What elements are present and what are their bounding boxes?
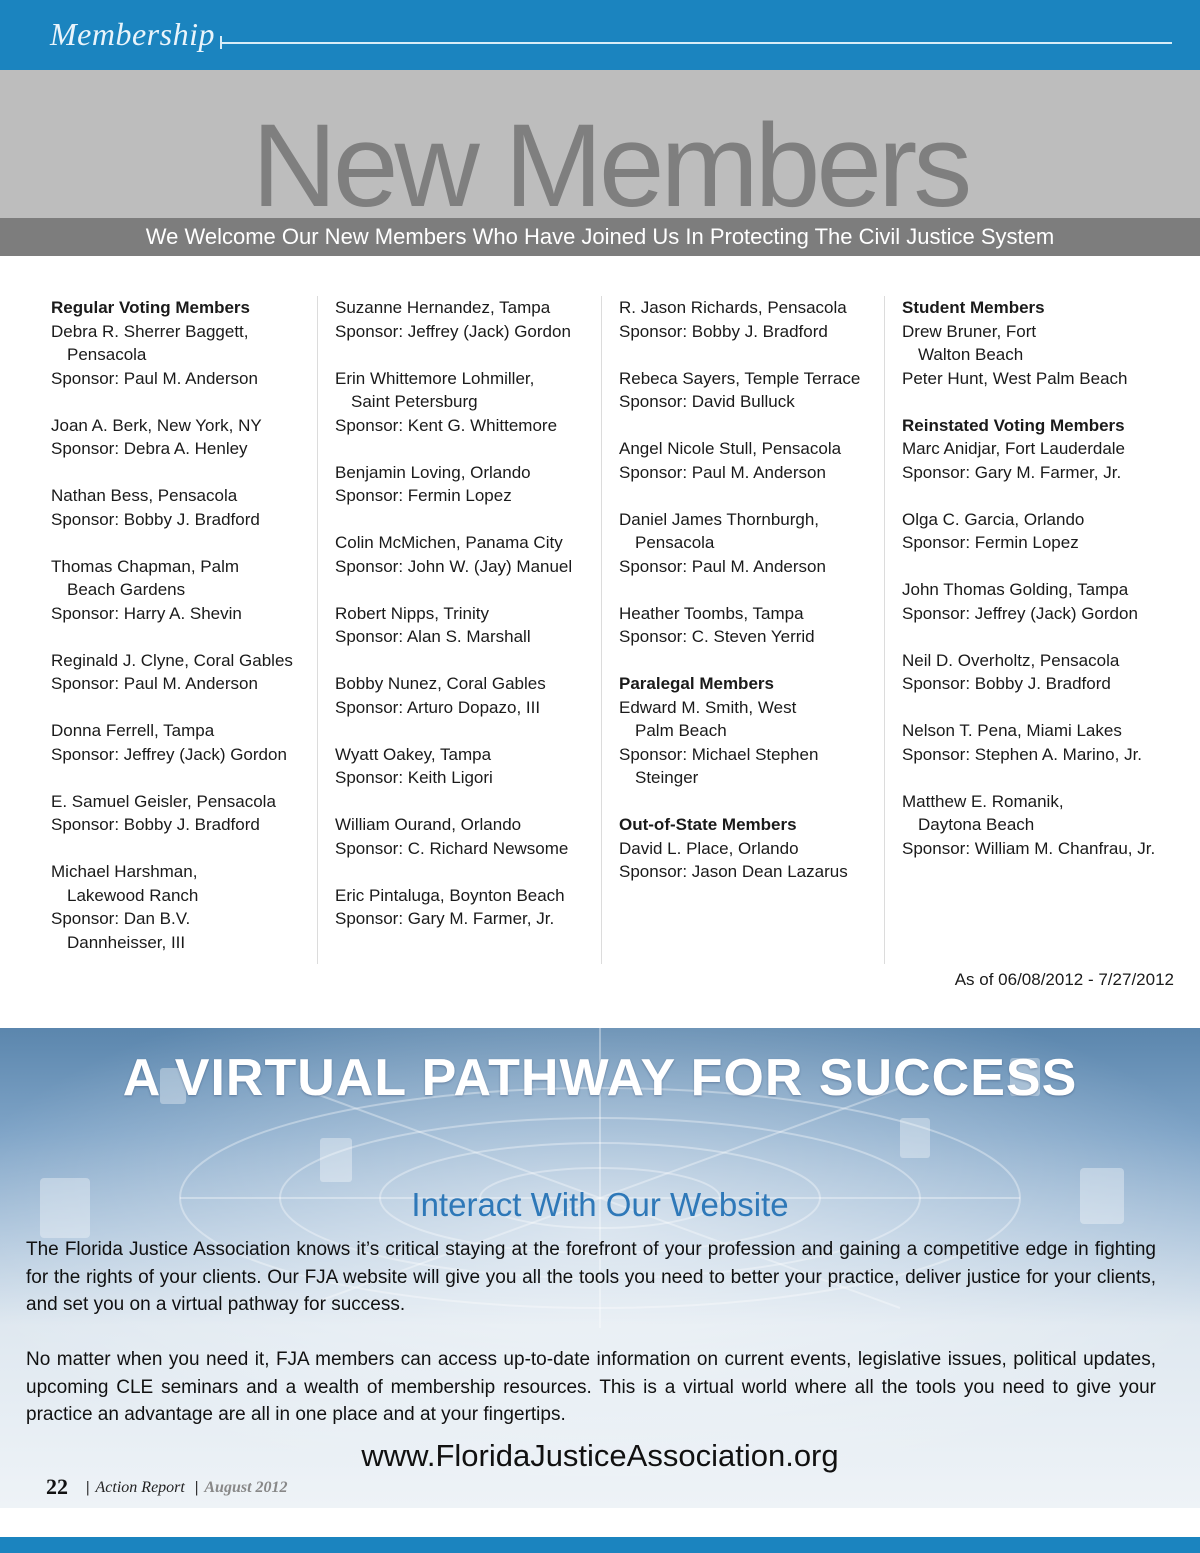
sponsor-line: Sponsor: C. Steven Yerrid (619, 627, 815, 646)
member-line: Donna Ferrell, Tampa (51, 721, 215, 740)
member-line: Olga C. Garcia, Orlando (902, 509, 1085, 529)
page-subtitle: We Welcome Our New Members Who Have Joined Us In Protecting The Civil Justice System (145, 224, 1055, 249)
member-line: Nelson T. Pena, Miami Lakes (902, 721, 1122, 740)
member-line: Edward M. Smith, West (619, 697, 797, 717)
sponsor-line: Sponsor: John W. (Jay) Manuel (335, 556, 573, 576)
member-line: Steinger (635, 768, 699, 787)
promo-paragraph: The Florida Justice Association knows it’s critical staying at the forefront of your profession and gaining a competitive edge in fighting for the rights of your clients. Our FJA website will give you all the tools you need to better your practice, deliver justice for your clients, and set you on a virtual pathway for success. (26, 1239, 1156, 1315)
member-entry (335, 813, 601, 860)
page-number: 22 (46, 1474, 68, 1499)
member-line: Wyatt Oakey, Tampa (335, 744, 492, 764)
member-entry (902, 320, 1168, 391)
member-entry (51, 790, 317, 837)
header-rule (222, 42, 1172, 44)
website-url[interactable]: www.FloridaJusticeAssociation.org (361, 1438, 839, 1473)
member-line: Benjamin Loving, Orlando (335, 462, 531, 482)
member-line: Daytona Beach (918, 815, 1035, 834)
member-category-heading: Reinstated Voting Members (902, 415, 1125, 435)
sponsor-line: Sponsor: Arturo Dopazo, III (335, 697, 541, 717)
sponsor-line: Sponsor: Keith Ligori (335, 768, 493, 787)
bottom-bar (0, 1537, 1200, 1553)
member-line: R. Jason Richards, Pensacola (619, 298, 847, 317)
sponsor-line: Sponsor: Jeffrey (Jack) Gordon (902, 603, 1138, 623)
member-line: Dannheisser, III (67, 932, 186, 952)
member-column-1 (51, 296, 317, 964)
publication-line (86, 1479, 288, 1497)
member-line: Marc Anidjar, Fort Lauderdale (902, 439, 1126, 458)
member-entry (335, 531, 601, 578)
section-label: Membership (50, 16, 215, 52)
page-title: New Members (251, 100, 969, 232)
member-line: Walton Beach (918, 345, 1024, 364)
sponsor-line: Sponsor: Paul M. Anderson (51, 674, 258, 693)
member-line: Angel Nicole Stull, Pensacola (619, 439, 842, 458)
member-entry (619, 437, 885, 484)
member-line: E. Samuel Geisler, Pensacola (51, 791, 276, 811)
member-line: David L. Place, Orlando (619, 838, 799, 858)
member-entry (51, 320, 317, 391)
sponsor-line: Sponsor: Paul M. Anderson (619, 462, 826, 482)
sponsor-line: Sponsor: Fermin Lopez (335, 486, 512, 505)
member-line: Bobby Nunez, Coral Gables (335, 674, 546, 693)
member-line: Pensacola (635, 533, 715, 552)
page-footer (0, 1470, 1200, 1510)
member-line: Suzanne Hernandez, Tampa (335, 298, 551, 317)
member-category-heading: Out-of-State Members (619, 815, 797, 834)
member-line: Debra R. Sherrer Baggett, (51, 321, 249, 341)
member-entry (335, 296, 601, 343)
member-entry (902, 719, 1168, 766)
member-entry (335, 602, 601, 649)
footer-divider: | (194, 1479, 199, 1496)
member-line: Palm Beach (635, 721, 727, 740)
member-category-heading: Regular Voting Members (51, 298, 250, 317)
member-line: Beach Gardens (67, 580, 186, 599)
sponsor-line: Sponsor: Jason Dean Lazarus (619, 862, 848, 881)
sponsor-line: Sponsor: David Bulluck (619, 392, 795, 411)
member-entry (902, 578, 1168, 625)
promo-paragraph: No matter when you need it, FJA members can access up-to-date information on current events, legislative issues, political updates, upcoming CLE seminars and a wealth of membership resources. This is a virtual world where all the tools you need to give your practice an advantage are all in one place and at your fingertips. (26, 1349, 1156, 1425)
sponsor-line: Sponsor: Fermin Lopez (902, 533, 1079, 552)
member-entry (335, 672, 601, 719)
member-line: Reginald J. Clyne, Coral Gables (51, 650, 293, 670)
member-line: Lakewood Ranch (67, 885, 199, 905)
member-line: Nathan Bess, Pensacola (51, 486, 238, 505)
member-entry (335, 743, 601, 790)
sponsor-line: Sponsor: Jeffrey (Jack) Gordon (335, 321, 571, 341)
sponsor-line: Sponsor: Stephen A. Marino, Jr. (902, 744, 1143, 764)
sponsor-line: Sponsor: Alan S. Marshall (335, 627, 531, 646)
member-columns (35, 296, 1185, 966)
sponsor-line: Sponsor: Michael Stephen (619, 744, 819, 764)
sponsor-line: Sponsor: Kent G. Whittemore (335, 415, 558, 435)
member-entry (619, 296, 885, 343)
member-category-heading: Paralegal Members (619, 674, 774, 693)
sponsor-line: Sponsor: Bobby J. Bradford (51, 509, 260, 529)
member-entry (619, 367, 885, 414)
member-line: William Ourand, Orlando (335, 815, 522, 834)
member-entry (51, 719, 317, 766)
member-line: Colin McMichen, Panama City (335, 533, 563, 552)
sponsor-line: Sponsor: Bobby J. Bradford (902, 674, 1111, 693)
member-entry (335, 884, 601, 931)
sponsor-line: Sponsor: Paul M. Anderson (619, 556, 826, 576)
member-entry (51, 555, 317, 626)
member-entry (902, 508, 1168, 555)
column-divider (601, 296, 602, 964)
sponsor-line: Sponsor: William M. Chanfrau, Jr. (902, 838, 1156, 858)
member-entry (619, 837, 885, 884)
member-line: Matthew E. Romanik, (902, 791, 1064, 811)
member-entry (51, 860, 317, 954)
member-line: John Thomas Golding, Tampa (902, 580, 1129, 599)
member-column-3 (619, 296, 885, 964)
sponsor-line: Sponsor: Paul M. Anderson (51, 368, 258, 388)
sponsor-line: Sponsor: Bobby J. Bradford (51, 815, 260, 834)
member-line: Peter Hunt, West Palm Beach (902, 368, 1128, 388)
sponsor-line: Sponsor: Gary M. Farmer, Jr. (335, 909, 555, 928)
member-line: Robert Nipps, Trinity (335, 603, 489, 623)
member-line: Heather Toombs, Tampa (619, 603, 804, 623)
sponsor-line: Sponsor: Harry A. Shevin (51, 603, 242, 623)
member-line: Drew Bruner, Fort (902, 321, 1037, 341)
sponsor-line: Sponsor: Gary M. Farmer, Jr. (902, 462, 1122, 482)
member-line: Joan A. Berk, New York, NY (51, 415, 262, 435)
promo-body (26, 1236, 1156, 1456)
date-range-note: As of 06/08/2012 - 7/27/2012 (954, 970, 1174, 989)
member-line: Saint Petersburg (351, 392, 478, 411)
member-entry (902, 790, 1168, 861)
member-line: Erin Whittemore Lohmiller, (335, 368, 535, 388)
column-divider (317, 296, 318, 964)
member-entry (619, 602, 885, 649)
member-line: Michael Harshman, (51, 862, 198, 881)
member-line: Thomas Chapman, Palm (51, 556, 240, 576)
promo-title: A VIRTUAL PATHWAY FOR SUCCESS (122, 1049, 1078, 1107)
member-entry (335, 367, 601, 438)
member-column-2 (335, 296, 601, 964)
member-entry (902, 437, 1168, 484)
section-header-bar (0, 0, 1200, 70)
member-line: Pensacola (67, 345, 147, 364)
member-entry (51, 484, 317, 531)
member-line: Neil D. Overholtz, Pensacola (902, 650, 1120, 670)
member-entry (51, 649, 317, 696)
virtual-pathway-promo (0, 1028, 1200, 1508)
sponsor-line: Sponsor: Bobby J. Bradford (619, 321, 828, 341)
member-entry (902, 649, 1168, 696)
publication-name: Action Report (95, 1479, 185, 1496)
member-column-4 (902, 296, 1168, 964)
sponsor-line: Sponsor: Dan B.V. (51, 909, 191, 928)
sponsor-line: Sponsor: Debra A. Henley (51, 439, 248, 458)
member-category-heading: Student Members (902, 298, 1045, 317)
footer-divider: | (86, 1479, 90, 1496)
member-line: Daniel James Thornburgh, (619, 509, 820, 529)
member-line: Rebeca Sayers, Temple Terrace (619, 368, 861, 388)
sponsor-line: Sponsor: Jeffrey (Jack) Gordon (51, 744, 287, 764)
member-entry (335, 461, 601, 508)
member-line: Eric Pintaluga, Boynton Beach (335, 885, 565, 905)
sponsor-line: Sponsor: C. Richard Newsome (335, 838, 569, 858)
issue-date: August 2012 (204, 1479, 288, 1496)
member-entry (51, 414, 317, 461)
promo-subtitle: Interact With Our Website (411, 1186, 789, 1223)
member-entry (619, 508, 885, 579)
member-entry (619, 696, 885, 790)
